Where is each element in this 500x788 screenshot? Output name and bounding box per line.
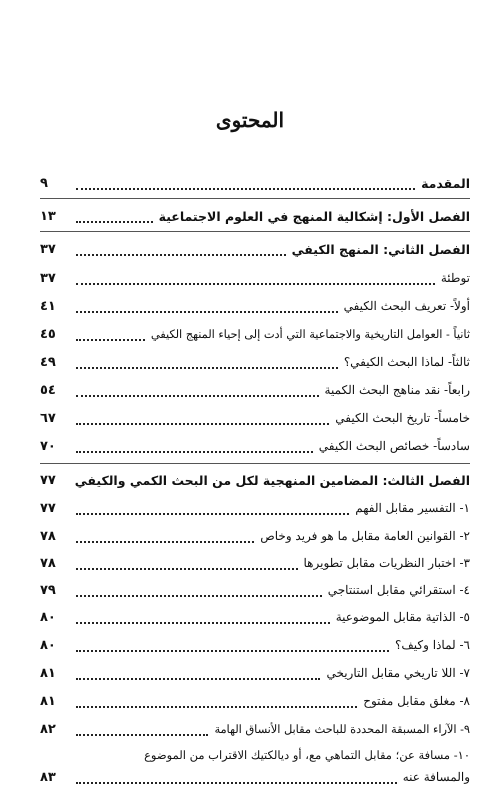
toc-page-number: ١٣ xyxy=(40,208,56,224)
toc-entry xyxy=(40,469,470,491)
toc-entry-title: ٤- استقرائي مقابل استنتاجي xyxy=(327,583,470,597)
toc-page-number: ٨٠ xyxy=(40,637,56,653)
toc-page-number: ٨٣ xyxy=(40,769,56,785)
toc-entry-title-line2: والمسافة عنه xyxy=(402,770,470,784)
toc-page-number: ٤١ xyxy=(40,298,56,314)
toc-page-number: ٧٩ xyxy=(40,582,56,598)
toc-entry-title: ٨- مغلق مقابل مفتوح xyxy=(363,694,470,708)
dot-leader xyxy=(76,186,415,190)
dot-leader xyxy=(76,780,397,784)
dot-leader xyxy=(76,219,153,223)
page-title: المحتوى xyxy=(215,108,285,132)
toc-entry-title: ٥- الذاتية مقابل الموضوعية xyxy=(335,610,470,624)
divider xyxy=(40,463,470,464)
toc-entry xyxy=(40,295,470,317)
toc-entry-title: أولاً- تعريف البحث الكيفي xyxy=(343,299,470,313)
toc-entry-title: ١- التفسير مقابل الفهم xyxy=(355,501,470,515)
dot-leader xyxy=(76,593,322,597)
toc-page-number: ٣٧ xyxy=(40,241,56,257)
toc-page-number: ٧٠ xyxy=(40,438,56,454)
toc-entry xyxy=(40,606,470,628)
toc-page-number: ٩ xyxy=(40,175,48,191)
toc-entry xyxy=(40,435,470,457)
toc-entry xyxy=(40,579,470,601)
toc-page-number: ٧٨ xyxy=(40,528,56,544)
toc-entry xyxy=(40,525,470,547)
toc-entry xyxy=(40,552,470,574)
dot-leader xyxy=(76,511,349,515)
toc-entry xyxy=(40,172,470,194)
toc-entry-title: ٢- القوانين العامة مقابل ما هو فريد وخاص xyxy=(260,529,470,543)
toc-entry-title: ثالثاً- لماذا البحث الكيفي؟ xyxy=(343,355,470,369)
dot-leader xyxy=(76,566,298,570)
toc-entry-title: الفصل الأول: إشكالية المنهج في العلوم الاجتماعية xyxy=(158,208,470,224)
toc-entry xyxy=(40,662,470,684)
toc-entry-title: ٣- اختبار النظريات مقابل تطويرها xyxy=(303,556,470,570)
dot-leader xyxy=(76,648,389,652)
toc-entry xyxy=(40,323,470,345)
toc-entry-title: الفصل الثاني: المنهج الكيفي xyxy=(291,241,470,257)
toc-page-number: ٣٧ xyxy=(40,270,56,286)
dot-leader xyxy=(76,337,145,341)
toc-page-number: ٥٤ xyxy=(40,382,56,398)
toc-entry-line2 xyxy=(40,766,470,788)
toc-page-number: ٧٨ xyxy=(40,555,56,571)
toc-entry-title: سادساً- خصائص البحث الكيفي xyxy=(318,439,470,453)
dot-leader xyxy=(76,393,319,397)
dot-leader xyxy=(76,676,320,680)
toc-entry xyxy=(40,351,470,373)
dot-leader xyxy=(76,281,435,285)
toc-entry-title: ٩- الآراء المسبقة المحددة للباحث مقابل الأنساق الهامة xyxy=(214,722,470,736)
toc-page-number: ٦٧ xyxy=(40,410,56,426)
toc-entry xyxy=(40,407,470,429)
toc-page-number: ٨٢ xyxy=(40,721,56,737)
toc-page-number: ٨١ xyxy=(40,665,56,681)
toc-page-number: ٧٧ xyxy=(40,472,56,488)
dot-leader xyxy=(76,252,286,256)
toc-entry xyxy=(40,690,470,712)
dot-leader xyxy=(76,732,208,736)
divider xyxy=(40,231,470,232)
dot-leader xyxy=(76,309,338,313)
toc-entry-title: توطئة xyxy=(440,271,470,285)
toc-entry-title: رابعاً- نقد مناهج البحث الكمية xyxy=(324,383,470,397)
toc-entry-title: ثانياً - العوامل التاريخية والاجتماعية التي أدت إلى إحياء المنهج الكيفي xyxy=(150,327,470,341)
toc-entry xyxy=(40,718,470,740)
toc-entry-title-line1: ١٠- مسافة عن؛ مقابل التماهي مع، أو ديالكتيك الاقتراب من الموضوع xyxy=(144,748,470,762)
toc-entry-title: خامساً- تاريخ البحث الكيفي xyxy=(335,411,470,425)
toc-entry-title: المقدمة xyxy=(421,175,470,191)
toc-entry xyxy=(40,238,470,260)
dot-leader xyxy=(76,704,357,708)
toc-entry xyxy=(40,267,470,289)
toc-entry xyxy=(40,744,470,788)
toc-entry xyxy=(40,379,470,401)
dot-leader xyxy=(76,620,330,624)
toc-entry-title: الفصل الثالث: المضامين المنهجية لكل من البحث الكمي والكيفي xyxy=(74,472,470,488)
dot-leader xyxy=(76,449,313,453)
toc-entry-title: ٦- لماذا وكيف؟ xyxy=(395,638,470,652)
toc-entry-title: ٧- اللا تاريخي مقابل التاريخي xyxy=(326,666,470,680)
dot-leader xyxy=(76,421,329,425)
toc-page-number: ٤٥ xyxy=(40,326,56,342)
toc-page-number: ٨١ xyxy=(40,693,56,709)
divider xyxy=(40,198,470,199)
toc-entry xyxy=(40,205,470,227)
toc-entry xyxy=(40,634,470,656)
dot-leader xyxy=(76,539,254,543)
toc-entry xyxy=(40,497,470,519)
toc-page-number: ٤٩ xyxy=(40,354,56,370)
toc-page-number: ٧٧ xyxy=(40,500,56,516)
toc-page-number: ٨٠ xyxy=(40,609,56,625)
dot-leader xyxy=(76,365,338,369)
